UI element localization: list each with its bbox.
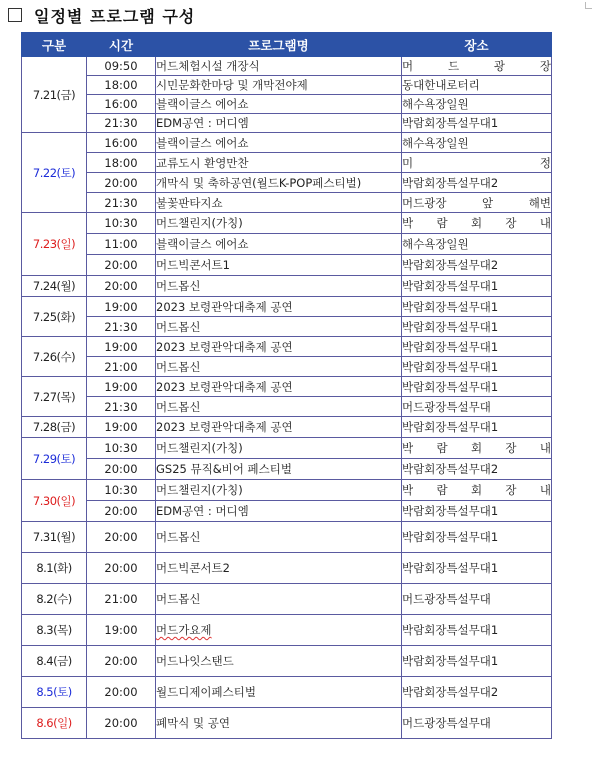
venue-text: 박람회장특설무대1: [402, 359, 499, 374]
program-text: 머드몹신: [156, 319, 201, 334]
venue-text: 박람회장특설무대1: [402, 654, 499, 668]
table-row: [22, 501, 552, 522]
time-cell: 21:00: [87, 584, 156, 615]
table-row: [22, 317, 552, 337]
program-cell: [156, 173, 402, 193]
program-text: EDM공연 : 머디엠: [156, 504, 249, 518]
table-row: [22, 95, 552, 114]
date-cell: 7.27(목): [22, 377, 87, 417]
time-cell: 19:00: [87, 377, 156, 397]
time-cell: 20:00: [87, 677, 156, 708]
venue-text: 머드광장특설무대: [402, 399, 491, 414]
program-text: 머드빅콘서트2: [156, 561, 230, 575]
time-cell: 11:00: [87, 234, 156, 255]
program-cell: [156, 213, 402, 234]
time-cell: 21:30: [87, 114, 156, 133]
venue-cell: [402, 234, 552, 255]
venue-cell: [402, 646, 552, 677]
program-cell: [156, 397, 402, 417]
time-cell: 20:00: [87, 255, 156, 276]
program-text: 머드몹신: [156, 592, 201, 606]
program-text: 머드챌린지(가칭): [156, 441, 243, 455]
table-row: [22, 114, 552, 133]
program-cell: [156, 708, 402, 739]
program-cell: [156, 553, 402, 584]
page-title: 일정별 프로그램 구성: [34, 6, 196, 26]
program-text: 머드챌린지(가칭): [156, 483, 243, 497]
program-text: 2023 보령관악대축제 공연: [156, 339, 293, 354]
table-row: [22, 57, 552, 76]
venue-text: 박람회장특설무대1: [402, 379, 499, 394]
program-cell: [156, 522, 402, 553]
table-row: [22, 357, 552, 377]
table-row: [22, 615, 552, 646]
program-text: 2023 보령관악대축제 공연: [156, 299, 293, 314]
venue-cell: [402, 708, 552, 739]
time-cell: 19:00: [87, 337, 156, 357]
time-cell: 10:30: [87, 480, 156, 501]
venue-cell: [402, 57, 552, 76]
table-row: [22, 153, 552, 173]
venue-cell: [402, 397, 552, 417]
program-cell: [156, 297, 402, 317]
program-text: 블랙이글스 에어쇼: [156, 135, 249, 150]
program-text: 머드빅콘서트1: [156, 258, 230, 272]
title-row: [8, 3, 195, 27]
venue-cell: [402, 173, 552, 193]
program-text: 머드나잇스탠드: [156, 654, 234, 668]
date-cell: 7.21(금): [22, 57, 87, 133]
table-row: [22, 646, 552, 677]
venue-text: 박 람 회 장 내: [402, 441, 551, 455]
program-cell: [156, 584, 402, 615]
venue-cell: [402, 553, 552, 584]
program-text: EDM공연 : 머디엠: [156, 116, 249, 130]
program-text: 교류도시 환영만찬: [156, 155, 249, 170]
venue-text: 해수욕장일원: [402, 135, 469, 150]
program-text: 월드디제이페스티벌: [156, 685, 256, 699]
time-cell: 10:30: [87, 213, 156, 234]
program-text: 개막식 및 축하공연(월드K-POP페스티벌): [156, 175, 362, 190]
program-cell: [156, 276, 402, 297]
venue-text: 머드광장특설무대: [402, 592, 491, 606]
program-cell: [156, 615, 402, 646]
venue-text: 박람회장특설무대2: [402, 685, 499, 699]
table-row: [22, 337, 552, 357]
table-row: [22, 276, 552, 297]
table-row: [22, 480, 552, 501]
time-cell: 18:00: [87, 153, 156, 173]
header-venue: 장소: [402, 33, 552, 57]
venue-cell: [402, 357, 552, 377]
venue-cell: [402, 480, 552, 501]
program-cell: [156, 357, 402, 377]
venue-cell: [402, 276, 552, 297]
time-cell: 20:00: [87, 553, 156, 584]
program-cell: [156, 57, 402, 76]
program-text: 머드몹신: [156, 530, 201, 544]
time-cell: 21:30: [87, 317, 156, 337]
venue-text: 박람회장특설무대1: [402, 319, 499, 334]
program-text: 블랙이글스 에어쇼: [156, 97, 249, 111]
venue-text: 박람회장특설무대1: [402, 623, 499, 637]
table-row: [22, 553, 552, 584]
header-time: 시간: [87, 33, 156, 57]
time-cell: 20:00: [87, 276, 156, 297]
date-cell: 8.5(토): [22, 677, 87, 708]
venue-cell: [402, 677, 552, 708]
time-cell: 16:00: [87, 95, 156, 114]
table-row: [22, 213, 552, 234]
date-cell: 7.23(일): [22, 213, 87, 276]
venue-text: 박람회장특설무대1: [402, 420, 499, 434]
venue-text: 박람회장특설무대1: [402, 339, 499, 354]
table-row: [22, 438, 552, 459]
program-cell: [156, 133, 402, 153]
venue-cell: [402, 95, 552, 114]
venue-text: 박람회장특설무대2: [402, 462, 499, 476]
venue-text: 박 람 회 장 내: [402, 216, 551, 230]
program-text: 시민문화한마당 및 개막전야제: [156, 78, 308, 92]
program-cell: [156, 438, 402, 459]
program-text: GS25 뮤직&비어 페스티벌: [156, 462, 292, 476]
program-cell: [156, 337, 402, 357]
program-cell: [156, 417, 402, 438]
program-cell: [156, 501, 402, 522]
venue-cell: [402, 501, 552, 522]
time-cell: 21:30: [87, 397, 156, 417]
program-cell: [156, 459, 402, 480]
time-cell: 21:00: [87, 357, 156, 377]
table-row: [22, 377, 552, 397]
venue-cell: [402, 255, 552, 276]
program-cell: [156, 193, 402, 213]
program-cell: [156, 480, 402, 501]
table-row: [22, 584, 552, 615]
date-cell: 8.6(일): [22, 708, 87, 739]
date-cell: 8.3(목): [22, 615, 87, 646]
venue-cell: [402, 438, 552, 459]
program-cell: [156, 153, 402, 173]
venue-cell: [402, 337, 552, 357]
program-cell: [156, 377, 402, 397]
program-cell: [156, 76, 402, 95]
table-row: [22, 255, 552, 276]
program-text: 2023 보령관악대축제 공연: [156, 379, 293, 394]
venue-text: 미 정: [402, 155, 551, 170]
time-cell: 19:00: [87, 615, 156, 646]
date-cell: 7.25(화): [22, 297, 87, 337]
checkbox-icon[interactable]: [8, 8, 22, 22]
table-row: [22, 677, 552, 708]
program-text: 머드몹신: [156, 399, 201, 414]
program-text: 머드몹신: [156, 279, 201, 293]
venue-cell: [402, 76, 552, 95]
program-text: 불꽃판타지쇼: [156, 195, 223, 210]
venue-text: 해수욕장일원: [402, 97, 469, 111]
venue-text: 박람회장특설무대2: [402, 258, 499, 272]
program-text: 머드가요제: [156, 623, 212, 637]
venue-text: 머 드 광 장: [402, 59, 551, 73]
date-cell: 7.28(금): [22, 417, 87, 438]
program-cell: [156, 677, 402, 708]
date-cell: 8.1(화): [22, 553, 87, 584]
time-cell: 16:00: [87, 133, 156, 153]
venue-cell: [402, 417, 552, 438]
venue-cell: [402, 584, 552, 615]
program-text: 머드몹신: [156, 359, 201, 374]
table-row: [22, 522, 552, 553]
schedule-body: [22, 57, 552, 739]
venue-cell: [402, 317, 552, 337]
time-cell: 20:00: [87, 522, 156, 553]
program-cell: [156, 255, 402, 276]
table-row: [22, 297, 552, 317]
program-text: 머드체험시설 개장식: [156, 59, 260, 73]
venue-text: 박 람 회 장 내: [402, 483, 551, 497]
time-cell: 20:00: [87, 646, 156, 677]
time-cell: 20:00: [87, 459, 156, 480]
venue-text: 박람회장특설무대1: [402, 530, 499, 544]
program-cell: [156, 646, 402, 677]
venue-cell: [402, 522, 552, 553]
venue-text: 박람회장특설무대1: [402, 299, 499, 314]
venue-text: 머드광장 앞 해변: [402, 195, 551, 210]
venue-text: 박람회장특설무대1: [402, 279, 499, 293]
venue-cell: [402, 459, 552, 480]
header-program: 프로그램명: [156, 33, 402, 57]
program-cell: [156, 317, 402, 337]
table-row: [22, 193, 552, 213]
time-cell: 19:00: [87, 417, 156, 438]
header-category: 구분: [22, 33, 87, 57]
program-text: 머드챌린지(가칭): [156, 216, 243, 230]
venue-cell: [402, 213, 552, 234]
program-text: 2023 보령관악대축제 공연: [156, 420, 293, 434]
time-cell: 20:00: [87, 173, 156, 193]
program-cell: [156, 114, 402, 133]
venue-cell: [402, 377, 552, 397]
venue-text: 박람회장특설무대1: [402, 561, 499, 575]
venue-text: 동대한내로터리: [402, 78, 480, 92]
time-cell: 20:00: [87, 501, 156, 522]
table-row: [22, 133, 552, 153]
time-cell: 10:30: [87, 438, 156, 459]
venue-cell: [402, 297, 552, 317]
venue-cell: [402, 114, 552, 133]
venue-text: 박람회장특설무대2: [402, 175, 499, 190]
page-corner-mark: [585, 2, 592, 9]
program-cell: [156, 95, 402, 114]
table-row: [22, 417, 552, 438]
date-cell: 8.2(수): [22, 584, 87, 615]
date-cell: 7.26(수): [22, 337, 87, 377]
date-cell: 7.24(월): [22, 276, 87, 297]
venue-text: 박람회장특설무대1: [402, 504, 499, 518]
program-text: 폐막식 및 공연: [156, 716, 230, 730]
header-row: [22, 33, 552, 57]
time-cell: 21:30: [87, 193, 156, 213]
table-row: [22, 173, 552, 193]
table-row: [22, 708, 552, 739]
table-row: [22, 234, 552, 255]
venue-cell: [402, 133, 552, 153]
table-row: [22, 76, 552, 95]
time-cell: 09:50: [87, 57, 156, 76]
venue-cell: [402, 153, 552, 173]
table-row: [22, 397, 552, 417]
program-text: 블랙이글스 에어쇼: [156, 237, 249, 251]
venue-cell: [402, 615, 552, 646]
date-cell: 7.22(토): [22, 133, 87, 213]
venue-text: 박람회장특설무대1: [402, 116, 499, 130]
date-cell: 7.30(일): [22, 480, 87, 522]
date-cell: 7.29(토): [22, 438, 87, 480]
date-cell: 8.4(금): [22, 646, 87, 677]
time-cell: 18:00: [87, 76, 156, 95]
venue-text: 해수욕장일원: [402, 237, 469, 251]
time-cell: 20:00: [87, 708, 156, 739]
table-row: [22, 459, 552, 480]
venue-text: 머드광장특설무대: [402, 716, 491, 730]
date-cell: 7.31(월): [22, 522, 87, 553]
time-cell: 19:00: [87, 297, 156, 317]
program-cell: [156, 234, 402, 255]
venue-cell: [402, 193, 552, 213]
schedule-table: [21, 32, 552, 739]
